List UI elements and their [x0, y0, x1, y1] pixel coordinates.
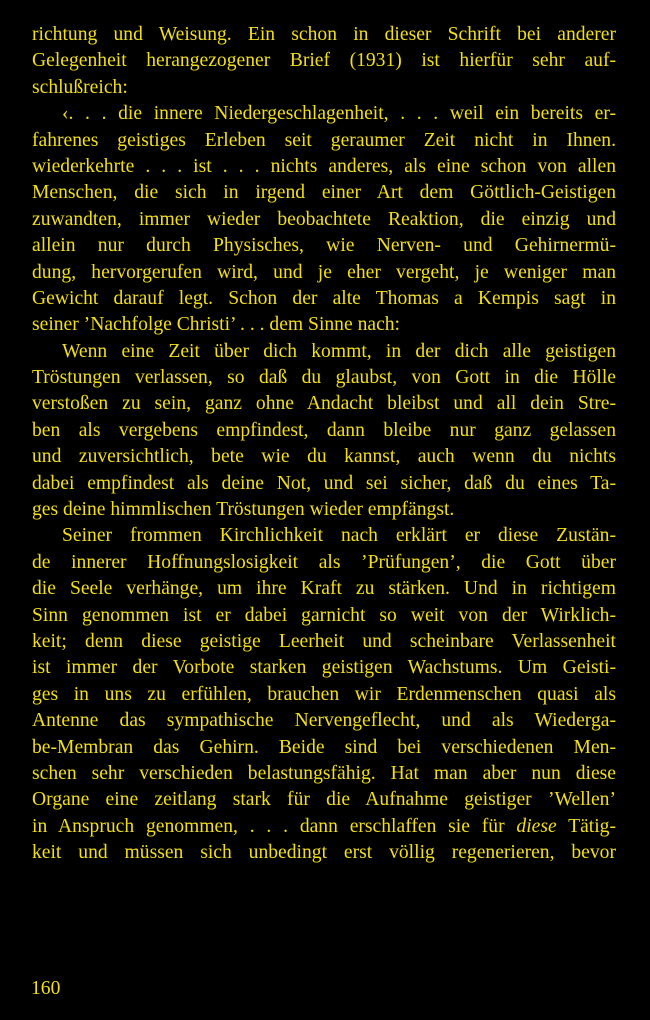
- text-line: ist immer der Vorbote starken geistigen Wachstums. Um Geisti-: [32, 657, 616, 679]
- text-line: Gewicht darauf legt. Schon der alte Thomas a Kempis sagt in: [32, 287, 616, 309]
- text-line: Menschen, die sich in irgend einer Art dem Göttlich-Geistigen: [32, 182, 616, 204]
- text-line: seiner ’Nachfolge Christi’ . . . dem Sinne nach:: [32, 314, 401, 336]
- text-line: ben als vergebens empfindest, dann bleibe nur ganz gelassen: [32, 419, 616, 441]
- text-line: in Anspruch genommen, . . . dann erschlaffen sie für diese Tätig-: [32, 815, 616, 837]
- text-line: zuwandten, immer wieder beobachtete Reaktion, die einzig und: [32, 208, 616, 230]
- text-line: ges in uns zu erfühlen, brauchen wir Erdenmenschen quasi als: [32, 683, 616, 705]
- body-text: [32, 22, 616, 867]
- text-line: fahrenes geistiges Erleben seit geraumer Zeit nicht in Ihnen.: [32, 129, 616, 151]
- page-number: 160: [31, 978, 61, 999]
- text-line: schen sehr verschieden belastungsfähig. Hat man aber nun diese: [32, 762, 616, 784]
- text-line: dabei empfindest als deine Not, und sei sicher, daß du eines Ta-: [32, 472, 616, 494]
- text-line: schlußreich:: [32, 76, 128, 98]
- text-line: keit; denn diese geistige Leerheit und scheinbare Verlassenheit: [32, 630, 616, 652]
- text-line: die Seele verhänge, um ihre Kraft zu stärken. Und in richtigem: [32, 578, 616, 600]
- text-line: de innerer Hoffnungslosigkeit als ’Prüfungen’, die Gott über: [32, 551, 616, 573]
- text-line: ges deine himmlischen Tröstungen wieder empfängst.: [32, 499, 455, 521]
- text-line: und zuversichtlich, bete wie du kannst, auch wenn du nichts: [32, 446, 616, 468]
- text-line: Organe eine zeitlang stark für die Aufnahme geistiger ’Wellen’: [32, 789, 616, 811]
- text-line: dung, hervorgerufen wird, und je eher vergeht, je weniger man: [32, 261, 616, 283]
- text-line: be-Membran das Gehirn. Beide sind bei verschiedenen Men-: [32, 736, 616, 758]
- text-line: allein nur durch Physisches, wie Nerven- und Gehirnermü-: [32, 235, 616, 257]
- text-line: Wenn eine Zeit über dich kommt, in der dich alle geistigen: [62, 340, 616, 362]
- text-line: ‹. . . die innere Niedergeschlagenheit, . . . weil ein bereits er-: [62, 103, 616, 125]
- text-line: keit und müssen sich unbedingt erst völlig regenerieren, bevor: [32, 842, 616, 864]
- text-line: richtung und Weisung. Ein schon in dieser Schrift bei anderer: [32, 24, 616, 45]
- text-line: Gelegenheit herangezogener Brief (1931) ist hierfür sehr auf-: [32, 50, 616, 72]
- text-line: verstoßen zu sein, ganz ohne Andacht bleibst und all dein Stre-: [32, 393, 616, 415]
- emphasis: diese: [516, 815, 557, 837]
- text-line: Sinn genommen ist er dabei garnicht so weit von der Wirklich-: [32, 604, 616, 626]
- text-line: Tröstungen verlassen, so daß du glaubst, von Gott in die Hölle: [32, 367, 616, 389]
- text-line: Antenne das sympathische Nervengeflecht, und als Wiederga-: [32, 710, 616, 732]
- text-line: wiederkehrte . . . ist . . . nichts anderes, als eine schon von allen: [32, 155, 616, 177]
- text-line: Seiner frommen Kirchlichkeit nach erklärt er diese Zustän-: [62, 525, 616, 547]
